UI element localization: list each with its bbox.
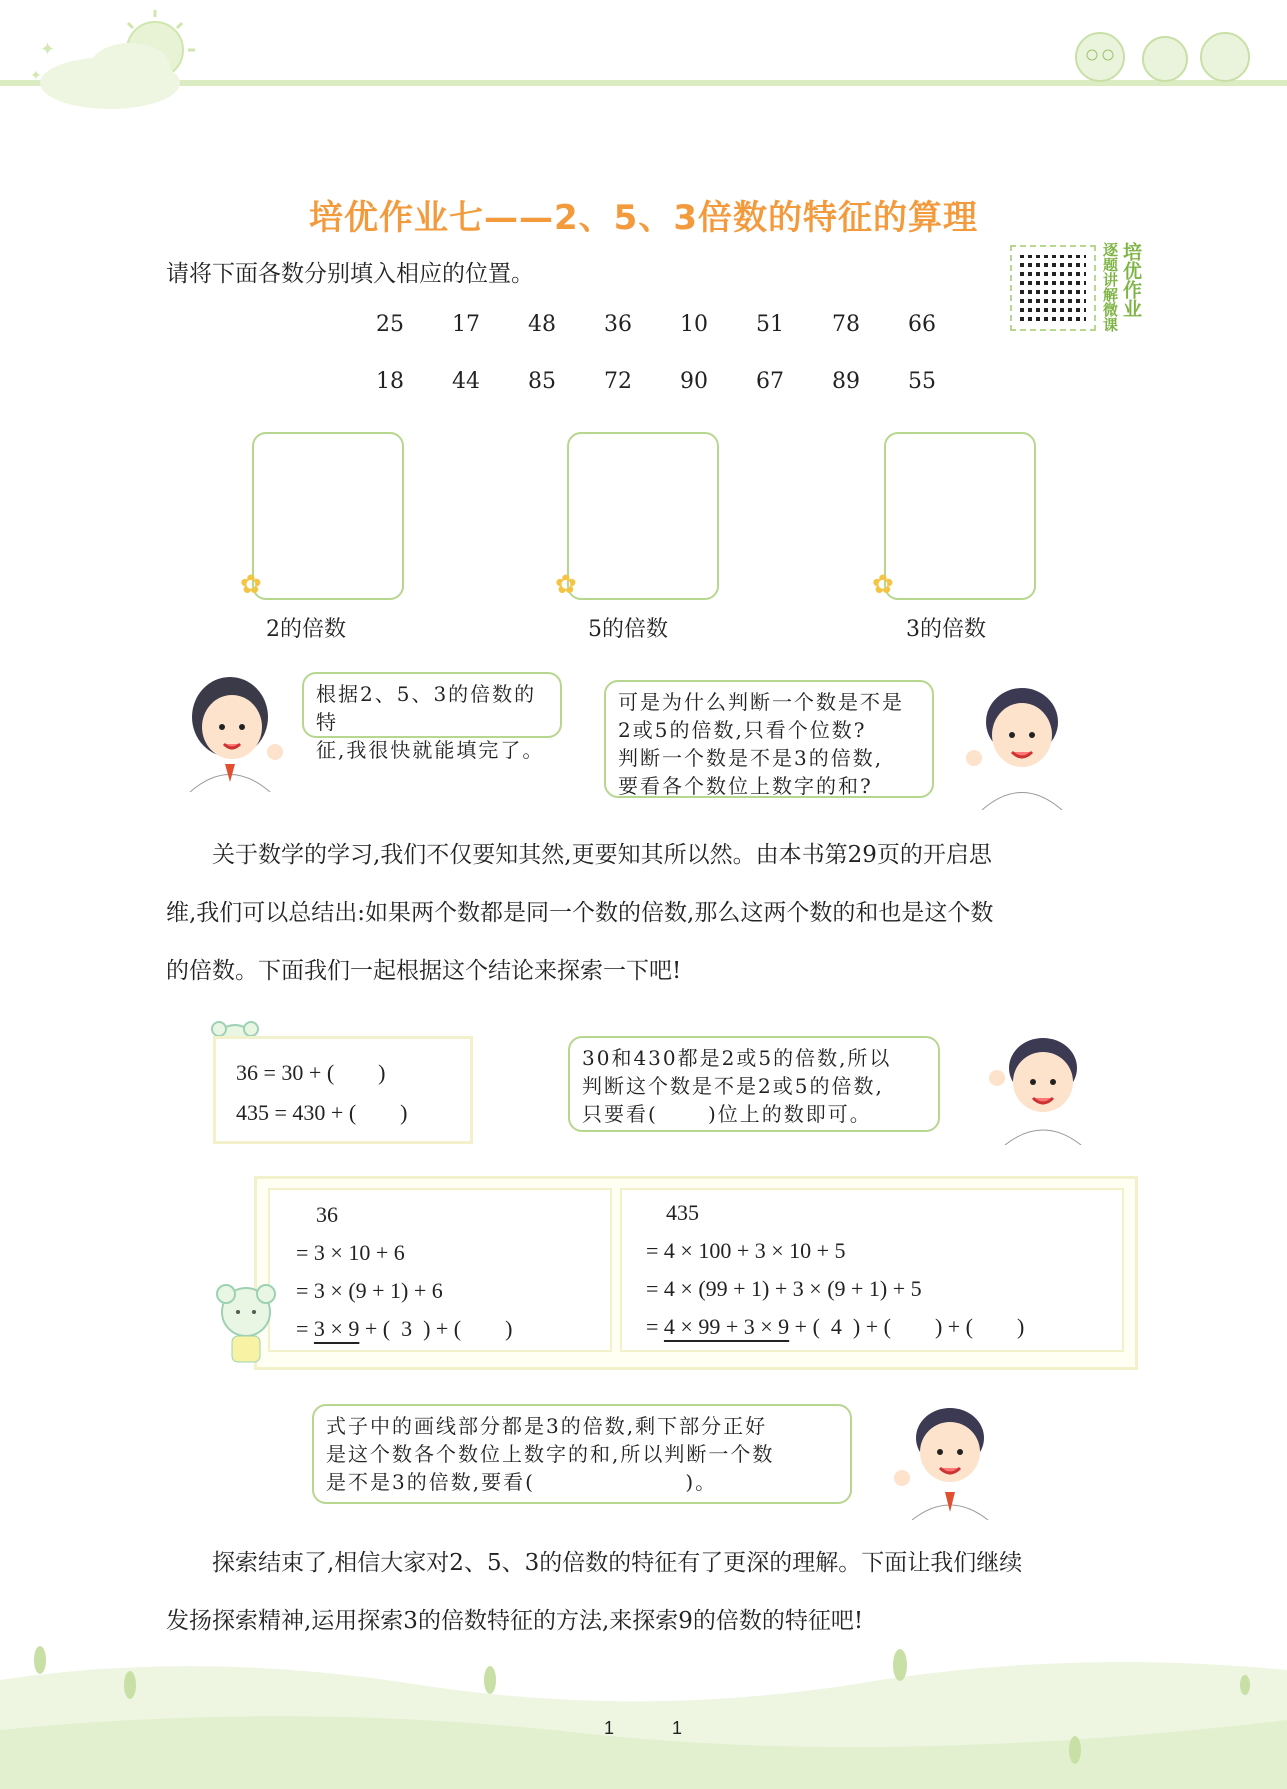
girl-illustration <box>180 672 290 792</box>
footer-hills-decoration <box>0 1640 1287 1789</box>
closing-paragraph <box>166 1534 1140 1650</box>
math-line: 435 <box>666 1200 699 1225</box>
equation-line: 435 = 430 + ( ) <box>236 1100 408 1125</box>
svg-text:✦: ✦ <box>30 68 42 84</box>
box-label-5: 5的倍数 <box>588 617 668 642</box>
paragraph-line: 关于数学的学习,我们不仅要知其然,更要知其所以然。由本书第29页的开启思 <box>212 842 992 868</box>
bubble-text-line: 要看各个数位上数字的和? <box>618 774 873 798</box>
speech-bubble-girl <box>302 672 562 762</box>
bubble-text-line: 根据2、5、3的倍数的特 <box>316 682 537 734</box>
speech-bubble-boy-1 <box>604 680 934 798</box>
page-number: 1 <box>672 1718 683 1738</box>
math-part: = <box>296 1316 314 1341</box>
bear-icon <box>210 1280 285 1370</box>
number-item: 85 <box>528 369 556 394</box>
answer-box-2[interactable] <box>252 432 404 600</box>
boy-illustration-3 <box>890 1400 1000 1520</box>
number-item: 90 <box>680 369 708 394</box>
answer-box-5[interactable] <box>567 432 719 600</box>
math-part: = <box>646 1314 664 1339</box>
explanation-paragraph <box>166 826 1140 1000</box>
number-item: 25 <box>376 312 404 337</box>
page-title: 培优作业七——2、5、3倍数的特征的算理 <box>309 198 978 238</box>
math-line: = 3 × (9 + 1) + 6 <box>296 1278 443 1303</box>
math-part: + ( 4 ) + ( ) + ( ) <box>789 1314 1025 1339</box>
paragraph-line: 探索结束了,相信大家对2、5、3的倍数的特征有了更深的理解。下面让我们继续 <box>212 1550 1023 1576</box>
bubble-text-line: 可是为什么判断一个数是不是 <box>618 690 904 714</box>
boy-illustration-1 <box>962 680 1082 810</box>
bubble-text-line: 是不是3的倍数,要看( )。 <box>326 1470 718 1494</box>
flower-icon: ✿ <box>555 570 577 600</box>
bubble-text-line: 2或5的倍数,只看个位数? <box>618 718 867 742</box>
underlined-part: 4 × 99 + 3 × 9 <box>663 1314 790 1339</box>
number-grid <box>352 312 960 394</box>
math-part: + ( 3 ) + ( ) <box>359 1316 513 1341</box>
bubble-text-line: 30和430都是2或5的倍数,所以 <box>582 1046 892 1070</box>
number-item: 18 <box>376 369 404 394</box>
flower-icon: ✿ <box>240 570 262 600</box>
box-label-3: 3的倍数 <box>906 617 986 642</box>
bubble-text-line: 只要看( )位上的数即可。 <box>582 1102 872 1126</box>
number-item: 51 <box>756 312 784 337</box>
number-item: 89 <box>832 369 860 394</box>
paragraph-line: 的倍数。下面我们一起根据这个结论来探索一下吧! <box>166 958 682 984</box>
number-item: 36 <box>604 312 632 337</box>
bubble-text-line: 是这个数各个数位上数字的和,所以判断一个数 <box>326 1442 775 1466</box>
bubble-text-line: 判断这个数是不是2或5的倍数, <box>582 1074 884 1098</box>
equation-box-small <box>213 1036 473 1144</box>
paragraph-line: 发扬探索精神,运用探索3的倍数特征的方法,来探索9的倍数的特征吧! <box>166 1608 864 1634</box>
flower-icon: ✿ <box>872 570 894 600</box>
underlined-part: 3 × 9 <box>313 1316 360 1341</box>
number-item: 72 <box>604 369 632 394</box>
math-line <box>296 1310 610 1348</box>
svg-text:✦: ✦ <box>40 39 56 60</box>
math-line <box>646 1308 1122 1346</box>
paragraph-line: 维,我们可以总结出:如果两个数都是同一个数的倍数,那么这两个数的和也是这个数 <box>166 900 994 926</box>
number-item: 78 <box>832 312 860 337</box>
qr-code[interactable] <box>1020 255 1086 321</box>
number-item: 66 <box>908 312 936 337</box>
instruction-text: 请将下面各数分别填入相应的位置。 <box>166 261 534 287</box>
math-line: = 4 × 100 + 3 × 10 + 5 <box>646 1238 846 1263</box>
math-right-panel <box>620 1188 1124 1352</box>
math-left-panel <box>268 1188 612 1352</box>
qr-label-main: 培优作业 <box>1120 242 1142 318</box>
math-line: = 4 × (99 + 1) + 3 × (9 + 1) + 5 <box>646 1276 922 1301</box>
number-item: 10 <box>680 312 708 337</box>
page-number: 1 <box>604 1718 615 1738</box>
bubble-text-line: 判断一个数是不是3的倍数, <box>618 746 884 770</box>
number-item: 67 <box>756 369 784 394</box>
equation-line: 36 = 30 + ( ) <box>236 1060 386 1085</box>
qr-label-sub: 逐题讲解微课 <box>1101 242 1119 332</box>
number-item: 48 <box>528 312 556 337</box>
box-label-2: 2的倍数 <box>266 617 346 642</box>
number-item: 44 <box>452 369 480 394</box>
speech-bubble-boy-3 <box>312 1404 852 1504</box>
animal-faces-decoration <box>1060 25 1260 85</box>
bubble-text-line: 式子中的画线部分都是3的倍数,剩下部分正好 <box>326 1414 768 1438</box>
boy-illustration-2 <box>985 1030 1095 1145</box>
number-item: 17 <box>452 312 480 337</box>
bubble-text-line: 征,我很快就能填完了。 <box>316 738 545 762</box>
number-item: 55 <box>908 369 936 394</box>
sun-cloud-decoration <box>20 5 200 115</box>
answer-box-3[interactable] <box>884 432 1036 600</box>
math-line: 36 <box>316 1202 338 1227</box>
speech-bubble-boy-2 <box>568 1036 940 1132</box>
math-line: = 3 × 10 + 6 <box>296 1240 405 1265</box>
